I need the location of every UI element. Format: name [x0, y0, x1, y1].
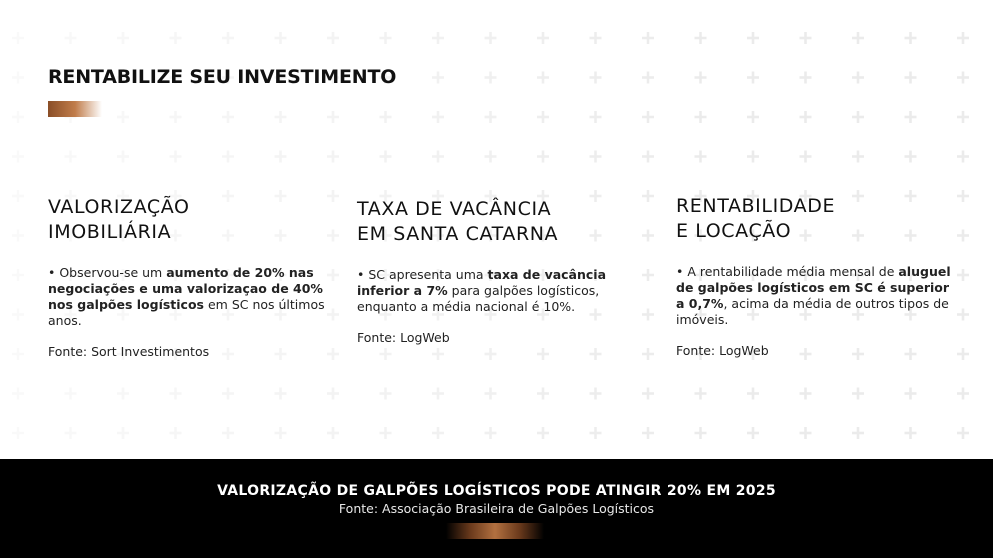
plus-icon [275, 388, 287, 400]
text-normal: em SC nos últimos anos. [48, 297, 325, 328]
plus-icon [485, 111, 497, 123]
plus-icon [12, 230, 24, 242]
plus-icon [65, 427, 77, 439]
plus-icon [905, 111, 917, 123]
plus-icon [957, 151, 969, 163]
plus-icon [170, 151, 182, 163]
plus-icon [747, 388, 759, 400]
column-heading [676, 194, 956, 244]
plus-icon [222, 388, 234, 400]
plus-icon [222, 151, 234, 163]
plus-icon [957, 72, 969, 84]
plus-icon [957, 111, 969, 123]
plus-icon [695, 427, 707, 439]
plus-icon [852, 111, 864, 123]
plus-icon [485, 151, 497, 163]
column-vacancia [357, 197, 637, 345]
plus-icon [327, 111, 339, 123]
plus-icon [957, 269, 969, 281]
plus-icon [275, 32, 287, 44]
plus-icon [747, 32, 759, 44]
plus-icon [485, 72, 497, 84]
plus-icon [957, 32, 969, 44]
column-text [48, 265, 328, 329]
plus-icon [957, 309, 969, 321]
text-normal: • SC apresenta uma [357, 267, 488, 282]
plus-icon [327, 230, 339, 242]
heading-line-2: IMOBILIÁRIA [48, 221, 172, 243]
plus-icon [800, 72, 812, 84]
plus-icon [222, 427, 234, 439]
plus-icon [380, 151, 392, 163]
plus-icon [695, 32, 707, 44]
plus-icon [800, 388, 812, 400]
column-text [357, 267, 637, 315]
plus-icon [432, 388, 444, 400]
plus-icon [747, 72, 759, 84]
plus-icon [485, 427, 497, 439]
plus-icon [327, 388, 339, 400]
plus-icon [695, 111, 707, 123]
plus-icon [12, 190, 24, 202]
plus-icon [12, 388, 24, 400]
plus-icon [222, 111, 234, 123]
plus-icon [642, 72, 654, 84]
column-heading [357, 197, 637, 247]
plus-icon [590, 111, 602, 123]
plus-icon [12, 32, 24, 44]
text-bold: aluguel de galpões logísticos em SC é superior a 0,7% [676, 264, 951, 311]
heading-line-2: E LOCAÇÃO [676, 220, 792, 242]
plus-icon [800, 32, 812, 44]
footer-banner [0, 459, 993, 558]
heading-line-1: TAXA DE VACÂNCIA [357, 198, 552, 220]
plus-icon [432, 72, 444, 84]
plus-icon [642, 427, 654, 439]
text-normal: , acima da média de outros tipos de imóveis. [676, 296, 949, 327]
plus-icon [327, 269, 339, 281]
plus-icon [537, 151, 549, 163]
plus-icon [695, 388, 707, 400]
plus-icon [590, 151, 602, 163]
footer-accent-bar [446, 523, 544, 539]
plus-icon [380, 427, 392, 439]
plus-icon [327, 151, 339, 163]
plus-icon [327, 427, 339, 439]
plus-icon [12, 111, 24, 123]
plus-icon [905, 151, 917, 163]
text-normal: • Observou-se um [48, 265, 167, 280]
plus-icon [380, 388, 392, 400]
plus-icon [327, 190, 339, 202]
plus-icon [905, 32, 917, 44]
plus-icon [12, 269, 24, 281]
plus-icon [642, 111, 654, 123]
plus-icon [222, 32, 234, 44]
text-bold: taxa de vacância inferior a 7% [357, 267, 607, 298]
plus-icon [642, 230, 654, 242]
plus-icon [170, 388, 182, 400]
plus-icon [12, 151, 24, 163]
plus-icon [852, 388, 864, 400]
plus-icon [537, 72, 549, 84]
plus-icon [590, 72, 602, 84]
column-source: Fonte: LogWeb [357, 330, 450, 345]
column-text [676, 264, 956, 328]
plus-icon [327, 32, 339, 44]
plus-icon [747, 427, 759, 439]
text-normal: • A rentabilidade média mensal de [676, 264, 899, 279]
column-valorizacao [48, 195, 328, 359]
plus-icon [65, 151, 77, 163]
text-bold: aumento de 20% nas negociações e uma valorizaçao de 40% nos galpões logísticos [48, 265, 323, 312]
column-source: Fonte: Sort Investimentos [48, 344, 210, 359]
plus-icon [905, 72, 917, 84]
plus-icon [117, 388, 129, 400]
plus-icon [642, 190, 654, 202]
plus-icon [590, 32, 602, 44]
plus-icon [747, 151, 759, 163]
plus-icon [852, 151, 864, 163]
plus-icon [275, 427, 287, 439]
plus-icon [117, 151, 129, 163]
plus-icon [642, 388, 654, 400]
plus-icon [380, 111, 392, 123]
column-rentabilidade [676, 194, 956, 358]
plus-icon [485, 348, 497, 360]
plus-icon [800, 427, 812, 439]
plus-icon [537, 32, 549, 44]
plus-icon [12, 72, 24, 84]
plus-icon [537, 388, 549, 400]
plus-icon [117, 32, 129, 44]
plus-icon [170, 111, 182, 123]
plus-icon [642, 32, 654, 44]
plus-icon [432, 111, 444, 123]
plus-icon [327, 348, 339, 360]
plus-icon [905, 388, 917, 400]
plus-icon [957, 348, 969, 360]
heading-line-2: EM SANTA CATARNA [357, 223, 559, 245]
plus-icon [117, 111, 129, 123]
plus-icon [642, 151, 654, 163]
plus-icon [642, 269, 654, 281]
plus-icon [65, 32, 77, 44]
plus-icon [957, 230, 969, 242]
plus-icon [590, 388, 602, 400]
plus-icon [747, 111, 759, 123]
plus-icon [170, 32, 182, 44]
plus-icon [537, 427, 549, 439]
plus-icon [695, 151, 707, 163]
plus-icon [275, 111, 287, 123]
plus-icon [852, 32, 864, 44]
plus-icon [170, 427, 182, 439]
plus-icon [852, 427, 864, 439]
footer-title: VALORIZAÇÃO DE GALPÕES LOGÍSTICOS PODE ATINGIR 20% EM 2025 [217, 483, 776, 499]
plus-icon [380, 348, 392, 360]
plus-icon [275, 151, 287, 163]
plus-icon [957, 190, 969, 202]
heading-line-1: VALORIZAÇÃO [48, 196, 190, 218]
plus-icon [957, 427, 969, 439]
plus-icon [485, 32, 497, 44]
plus-icon [642, 348, 654, 360]
plus-icon [852, 72, 864, 84]
plus-icon [590, 348, 602, 360]
page-title: RENTABILIZE SEU INVESTIMENTO [48, 66, 397, 88]
plus-icon [957, 388, 969, 400]
plus-icon [65, 388, 77, 400]
plus-icon [327, 309, 339, 321]
plus-icon [590, 427, 602, 439]
plus-icon [432, 151, 444, 163]
heading-line-1: RENTABILIDADE [676, 195, 836, 217]
plus-icon [12, 348, 24, 360]
plus-icon [12, 309, 24, 321]
plus-icon [432, 32, 444, 44]
column-heading [48, 195, 328, 245]
plus-icon [800, 151, 812, 163]
plus-icon [12, 427, 24, 439]
plus-icon [695, 72, 707, 84]
plus-icon [117, 427, 129, 439]
footer-source: Fonte: Associação Brasileira de Galpões Logísticos [338, 501, 655, 516]
plus-icon [380, 32, 392, 44]
plus-icon [537, 348, 549, 360]
plus-icon [432, 348, 444, 360]
text-normal: para galpões logísticos, enquanto a média nacional é 10%. [357, 283, 600, 314]
plus-icon [642, 309, 654, 321]
plus-icon [800, 111, 812, 123]
column-source: Fonte: LogWeb [676, 343, 769, 358]
plus-icon [905, 427, 917, 439]
plus-icon [537, 111, 549, 123]
plus-icon [485, 388, 497, 400]
plus-icon [432, 427, 444, 439]
title-accent-bar [48, 101, 102, 117]
